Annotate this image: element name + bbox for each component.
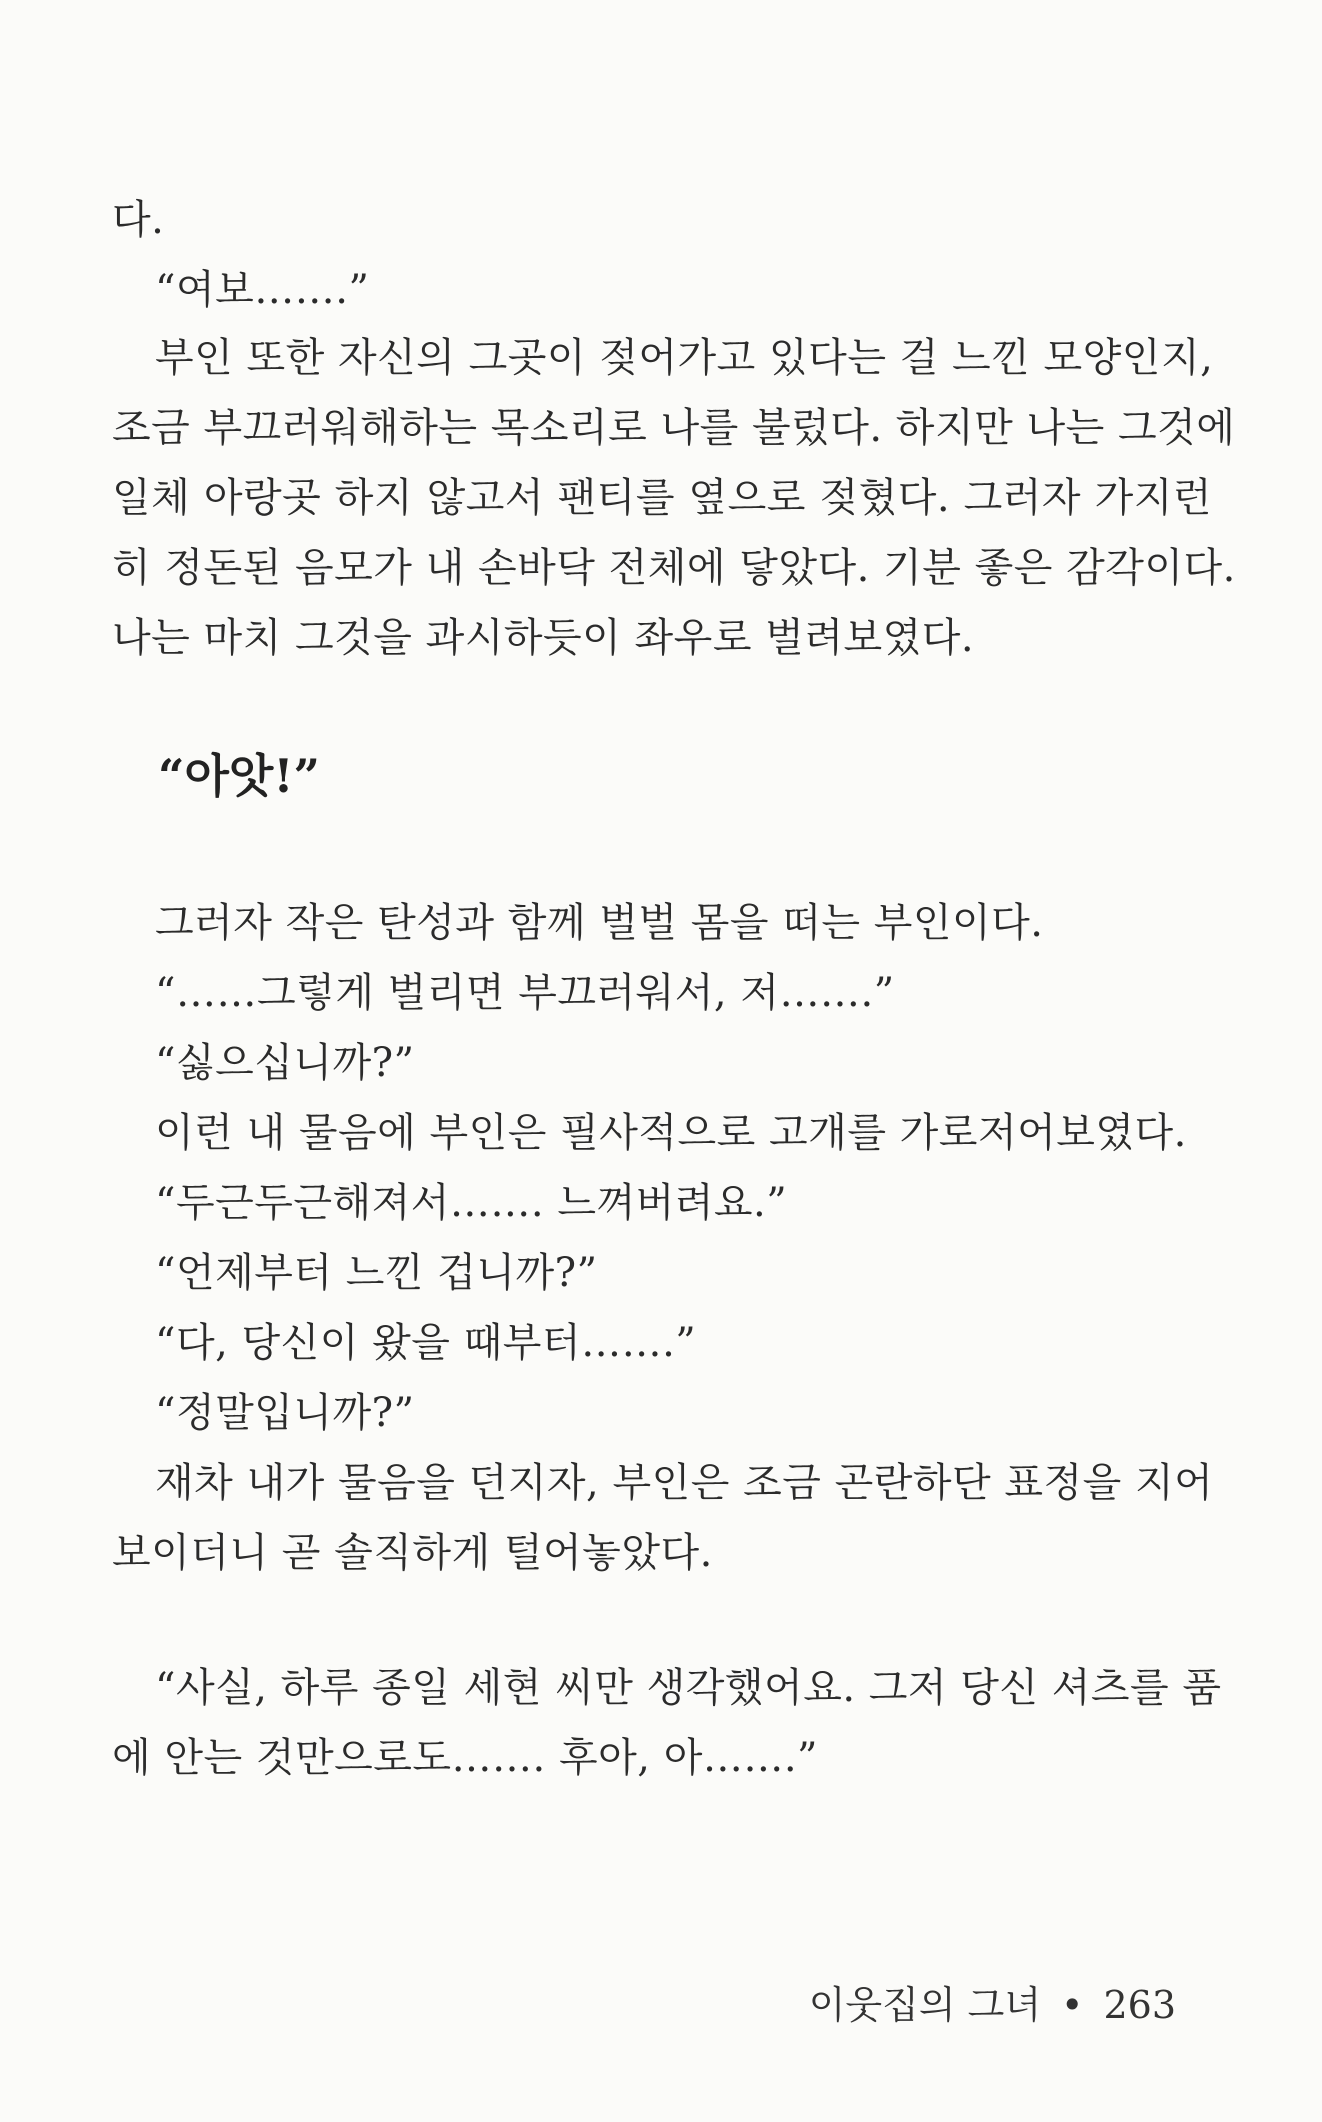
text-line: 이런 내 물음에 부인은 필사적으로 고개를 가로저어보였다. (155, 1110, 1187, 1156)
text-line: “사실, 하루 종일 세현 씨만 생각했어요. 그저 당신 셔츠를 품 (155, 1665, 1222, 1711)
text-line: 조금 부끄러워해하는 목소리로 나를 불렀다. 하지만 나는 그것에 (112, 405, 1236, 451)
separator-dot: • (1061, 1983, 1084, 2027)
text-line: 부인 또한 자신의 그곳이 젖어가고 있다는 걸 느낀 모양인지, (155, 335, 1214, 381)
book-title: 이웃집의 그녀 (808, 1983, 1042, 2027)
text-line: 나는 마치 그것을 과시하듯이 좌우로 벌려보였다. (112, 615, 975, 661)
page-number: 263 (1103, 1983, 1176, 2027)
text-line: 히 정돈된 음모가 내 손바닥 전체에 닿았다. 기분 좋은 감각이다. (112, 545, 1236, 591)
text-line: 다. (112, 197, 165, 243)
text-line: “싫으십니까?” (155, 1040, 415, 1086)
text-line: “언제부터 느낀 겁니까?” (155, 1250, 598, 1296)
text-line: “여보…….” (155, 267, 370, 313)
text-line: 보이더니 곧 솔직하게 털어놓았다. (112, 1530, 713, 1576)
page-footer (809, 1982, 1176, 2028)
text-line: “정말입니까?” (155, 1390, 415, 1436)
text-line: 일체 아랑곳 하지 않고서 팬티를 옆으로 젖혔다. 그러자 가지런 (112, 475, 1212, 521)
text-line: 에 안는 것만으로도……. 후아, 아…….” (112, 1735, 818, 1781)
text-line: 그러자 작은 탄성과 함께 벌벌 몸을 떠는 부인이다. (155, 900, 1044, 946)
text-line: “두근두근해져서……. 느껴버려요.” (155, 1180, 788, 1226)
text-line: “다, 당신이 왔을 때부터…….” (155, 1320, 697, 1366)
text-line: 재차 내가 물음을 던지자, 부인은 조금 곤란하단 표정을 지어 (155, 1460, 1214, 1506)
exclamation-line: “아앗!” (158, 749, 320, 803)
text-line: “……그렇게 벌리면 부끄러워서, 저…….” (155, 970, 895, 1016)
